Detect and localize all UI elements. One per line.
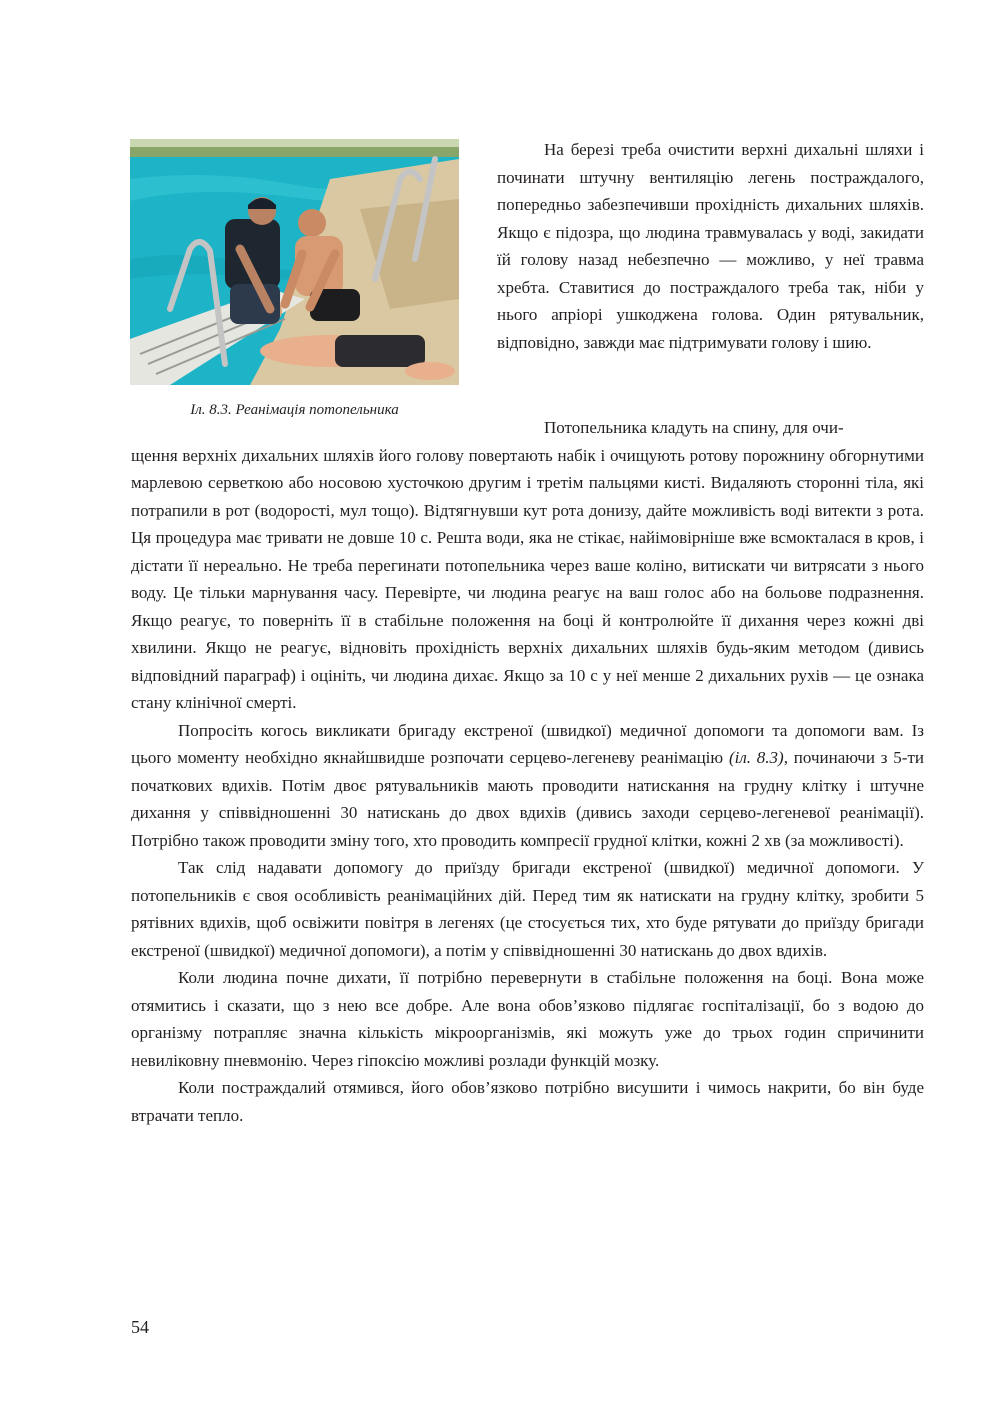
main-text xyxy=(131,414,924,1129)
paragraph-6: Коли постраждалий отямився, його обов’язково потрібно висушити і чимось накрити, бо він буде втрачати тепло. xyxy=(131,1078,924,1125)
figure-caption: Іл. 8.3. Реанімація потопельника xyxy=(190,402,399,418)
paragraph-4: Так слід надавати допомогу до приїзду бригади екстреної (швидкої) медичної допомоги. У потопельників є своя особливість реанімаційних дій. Перед тим як натискати на грудну клітку, зробити 5 рятівних вдихів, щоб освіжити повітря в легенях (це стосується тих, хто буде рятувати до приїзду бригади екстреної (швидкої) медичної допомоги), а потім у співвідношенні 30 натискань до двох вдихів. xyxy=(131,858,924,960)
paragraph-5: Коли людина почне дихати, її потрібно перевернути в стабільне положення на боці. Вона може отямитись і сказати, що з нею все добре. Але вона обов’язково підлягає госпіталізації, бо з водою до організму потрапляє значна кількість мікроорганізмів, які можуть уже до трьох годин спричинити невиліковну пневмонію. Через гіпоксію можливі розлади функцій мозку. xyxy=(131,968,924,1070)
paragraph-3 xyxy=(131,717,924,855)
page-number: 54 xyxy=(131,1317,149,1337)
reanimation-photo xyxy=(130,139,459,385)
pool-rescue-illustration xyxy=(130,139,459,385)
paragraph-2-lead-text: Потопельника кладуть на спину, для очи- xyxy=(544,418,844,437)
figure-reference: (іл. 8.3) xyxy=(728,748,784,767)
paragraph-3-start: Попросіть когось викликати бригаду екстреної (швидкої) медичної допомоги та допомоги вам. Із цього моменту необхідно якнайшвидше розпочати серцево-легеневу реанімацію xyxy=(131,720,924,767)
paragraph-1: На березі треба очистити верхні дихальні шляхи і починати штучну вентиляцію легень постраждалого, попередньо забезпечивши прохідність дихальних шляхів. Якщо є підозра, що людина травмувалась у воді, закидати їй голову назад небезпечно — можливо, у неї травма хребта. Ставитися до постраждалого треба так, ніби у нього апріорі ушкоджена голова. Один рятувальник, відповідно, завжди має підтримувати голову і шию. xyxy=(497,140,924,352)
paragraph-2: щення верхніх дихальних шляхів його голову повертають набік і очищують ротову порожнину обгорнутими марлевою серветкою або носовою хусточкою другим і третім пальцями кисті. Видаляють сторонні тіла, які потрапили в рот (водорості, мул тощо). Відтягнувши кут рота донизу, дайте можливість воді витекти з рота. Ця процедура має тривати не довше 10 с. Решта води, яка не стікає, найімовірніше вже всмокталася в кров, і дістати її нереально. Не треба перегинати потопельника через ваше коліно, витискати чи витрясати з нього воду. Це тільки марнування часу. Перевірте, чи людина реагує на ваш голос або на больове подразнення. Якщо реагує, то поверніть її в стабільне положення на боці й контролюйте її дихання через кожні дві хвилини. Якщо не реагує, відновіть прохідність верхніх дихальних шляхів будь-яким методом (дивись відповідний параграф) і оцініть, чи людина дихає. Якщо за 10 с у неї менше 2 дихальних рухів — це ознака стану клінічної смерті. xyxy=(131,445,924,712)
text-beside-figure xyxy=(497,136,924,356)
paragraph-3-end: , починаючи з 5-ти початкових вдихів. Потім двоє рятувальників мають проводити натискання на грудну клітку і штучне дихання у співвідношенні 30 натискань до двох вдихів (дивись заходи серцево-легеневої реанімації). Потрібно також проводити зміну того, хто проводить компресії грудної клітки, кожні 2 хв (за можливості). xyxy=(131,748,924,850)
paragraph-2-lead xyxy=(131,414,924,442)
